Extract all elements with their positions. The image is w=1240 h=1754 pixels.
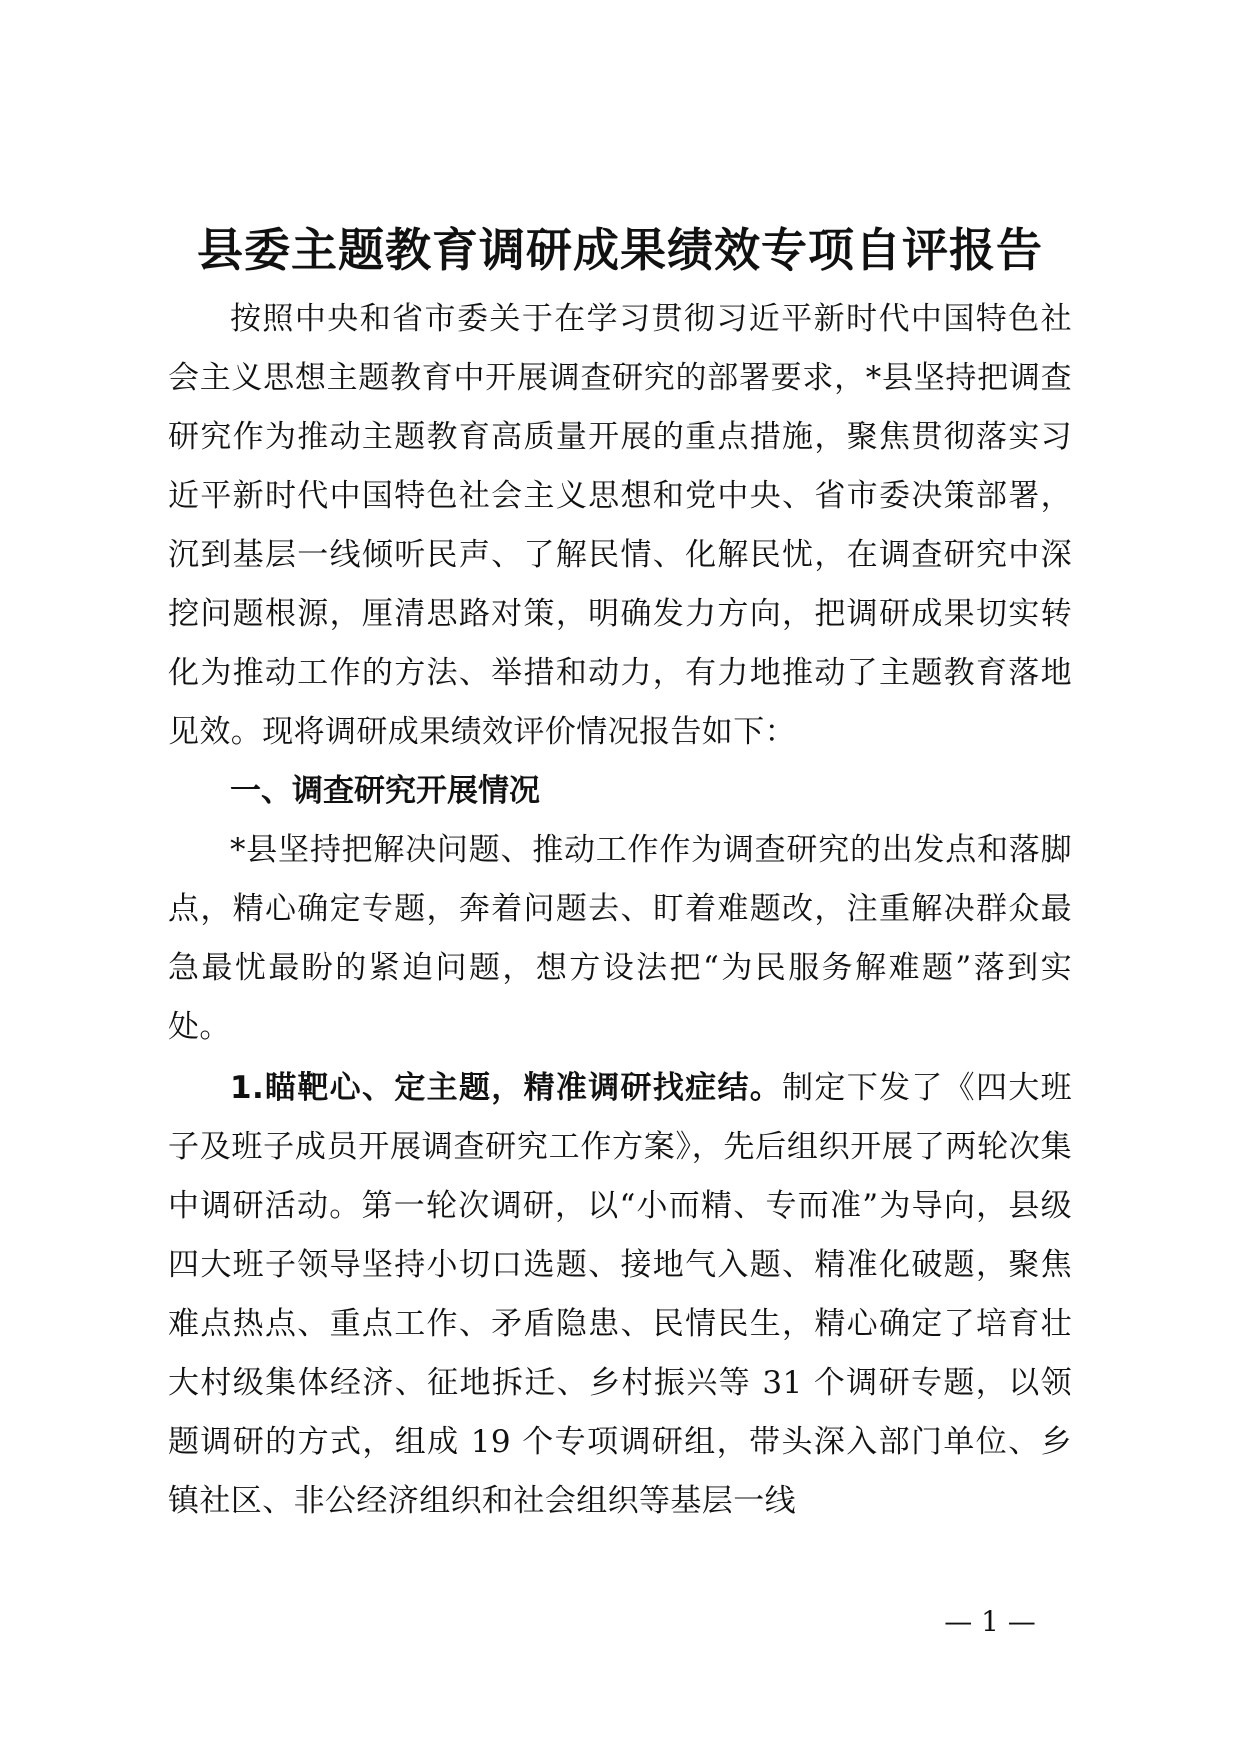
document-title: 县委主题教育调研成果绩效专项自评报告: [197, 223, 1043, 277]
item-1-paragraph: [168, 1059, 1072, 1531]
item-1-text: 制定下发了《四大班子及班子成员开展调查研究工作方案》，先后组织开展了两轮次集中调研活动。第一轮次调研，以“小而精、专而准”为导向，县级四大班子领导坚持小切口选题、接地气入题、精准化破题，聚焦难点热点、重点工作、矛盾隐患、民情民生，精心确定了培育壮大村级集体经济、征地拆迁、乡村振兴等 31 个调研专题，以领题调研的方式，组成 19 个专项调研组，带头深入部门单位、乡镇社区、非公经济组织和社会组织等基层一线: [168, 1070, 1072, 1519]
item-1-lead: 1.瞄靶心、定主题，精准调研找症结。: [230, 1070, 783, 1106]
section-heading-1: 一、调查研究开展情况: [230, 773, 540, 809]
document-body: [168, 290, 1072, 1531]
page-number: — 1 —: [944, 1605, 1036, 1638]
section-1-paragraph: *县坚持把解决问题、推动工作作为调查研究的出发点和落脚点，精心确定专题，奔着问题去、盯着难题改，注重解决群众最急最忧最盼的紧迫问题，想方设法把“为民服务解难题”落到实处。: [168, 832, 1072, 1045]
intro-paragraph: 按照中央和省市委关于在学习贯彻习近平新时代中国特色社会主义思想主题教育中开展调查研究的部署要求，*县坚持把调查研究作为推动主题教育高质量开展的重点措施，聚焦贯彻落实习近平新时代中国特色社会主义思想和党中央、省市委决策部署，沉到基层一线倾听民声、了解民情、化解民忧，在调查研究中深挖问题根源，厘清思路对策，明确发力方向，把调研成果切实转化为推动工作的方法、举措和动力，有力地推动了主题教育落地见效。现将调研成果绩效评价情况报告如下：: [168, 301, 1072, 750]
